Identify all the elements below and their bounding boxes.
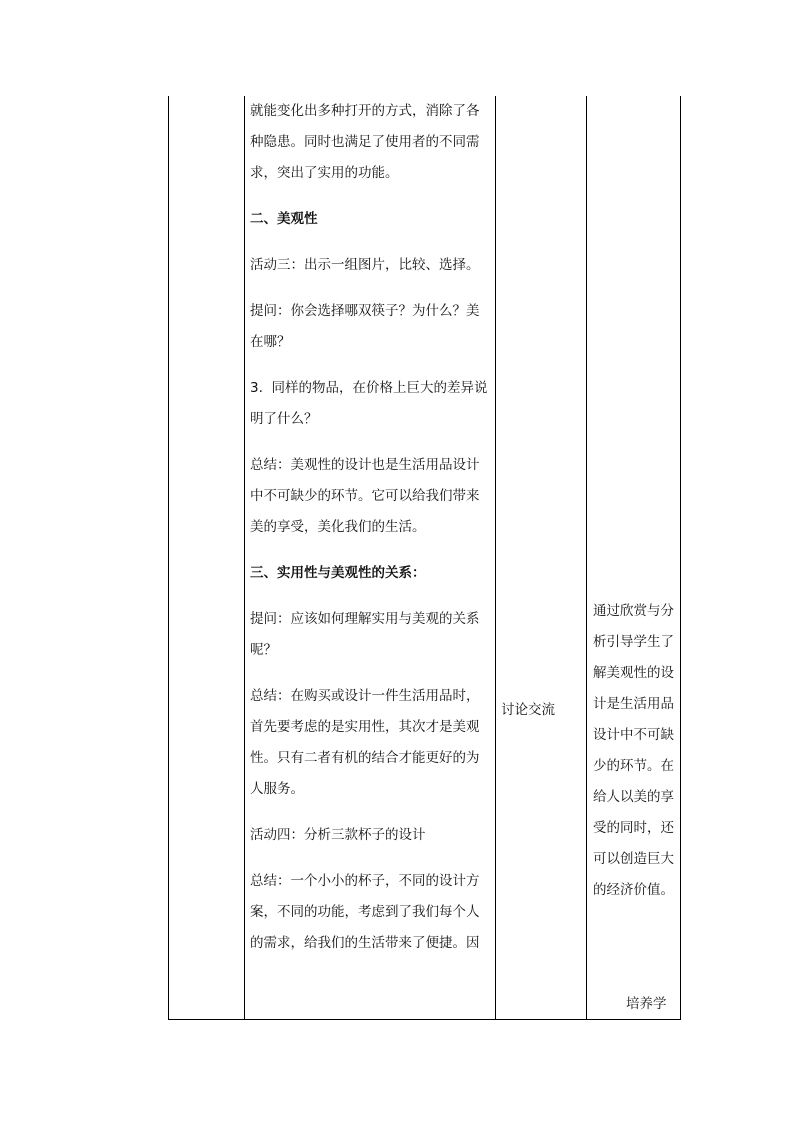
table-border-col2 (495, 96, 496, 1020)
content-paragraph-summary-cups: 总结：一个小小的杯子，不同的设计方案，不同的功能，考虑到了我们每个人的需求，给我们的生活带来了便捷。因 (250, 873, 480, 951)
teaching-content-cell (250, 96, 490, 974)
table-border-col3 (586, 96, 587, 1020)
design-intent-text: 通过欣赏与分析引导学生了解美观性的设计是生活用品设计中不可缺少的环节。在给人以美的享受的同时，还可以创造巨大的经济价值。 (593, 603, 674, 898)
content-paragraph-1: 就能变化出多种打开的方式，消除了各种隐患。同时也满足了使用者的不同需求，突出了实用的功能。 (250, 103, 480, 181)
design-intent-cell (593, 596, 677, 906)
content-paragraph-summary-aesthetics: 总结：美观性的设计也是生活用品设计中不可缺少的环节。它可以给我们带来美的享受，美化我们的生活。 (250, 457, 480, 535)
table-border-left (168, 96, 169, 1020)
section-heading-aesthetics: 二、美观性 (250, 211, 318, 227)
content-paragraph-summary-relationship: 总结：在购买或设计一件生活用品时，首先要考虑的是实用性，其次才是美观性。只有二者有机的结合才能更好的为人服务。 (250, 688, 480, 797)
content-paragraph-question-chopsticks: 提问：你会选择哪双筷子？为什么？美在哪？ (250, 303, 480, 350)
student-activity-cell: 讨论交流 (501, 702, 555, 718)
table-border-right (680, 96, 681, 1020)
content-paragraph-question-price: 3. 同样的物品，在价格上巨大的差异说明了什么？ (250, 380, 488, 427)
design-intent-tail: 培养学 (626, 996, 667, 1012)
content-paragraph-activity-three: 活动三：出示一组图片，比较、选择。 (250, 257, 480, 273)
section-heading-relationship: 三、实用性与美观性的关系： (250, 565, 426, 581)
table-border-bottom (168, 1019, 680, 1020)
content-paragraph-activity-four: 活动四：分析三款杯子的设计 (250, 827, 426, 843)
content-paragraph-question-relationship: 提问：应该如何理解实用与美观的关系呢？ (250, 611, 480, 658)
table-border-col1 (244, 96, 245, 1020)
